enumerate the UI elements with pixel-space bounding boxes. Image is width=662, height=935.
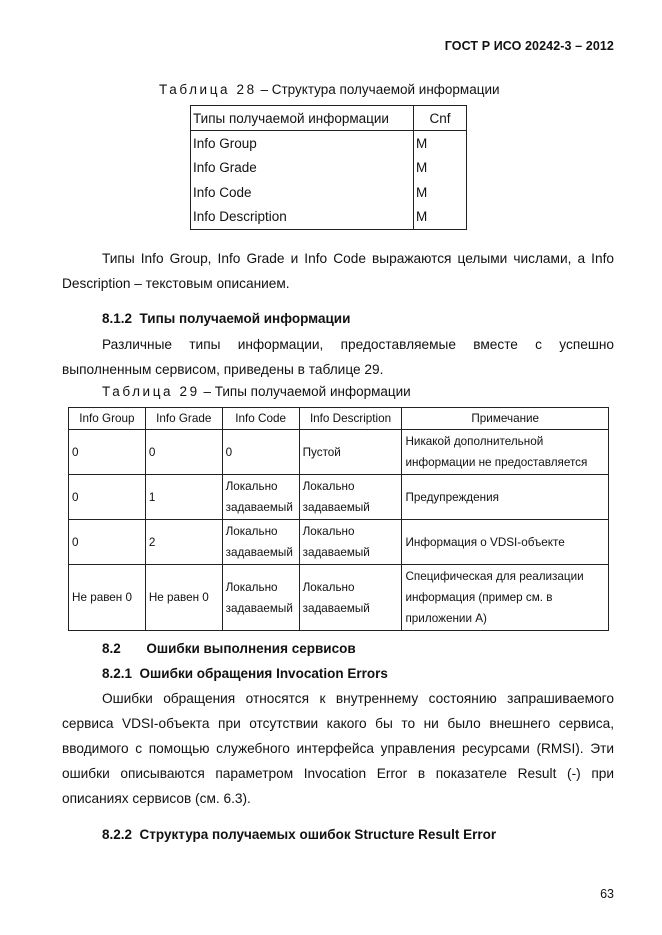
table-row bbox=[69, 475, 609, 520]
section-number: 8.2.1 bbox=[102, 666, 133, 681]
column-header: Info Description bbox=[299, 408, 402, 430]
table-cell: Локально задаваемый bbox=[222, 475, 299, 520]
table-row bbox=[191, 156, 467, 181]
table-cell: 0 bbox=[69, 430, 146, 475]
table-cell: Info Description bbox=[191, 205, 414, 230]
table-29 bbox=[68, 407, 609, 631]
table-cell: Информация о VDSI-объекте bbox=[402, 520, 609, 565]
table-cell: Локально задаваемый bbox=[299, 520, 402, 565]
table-header-row bbox=[69, 408, 609, 430]
table-cell: 0 bbox=[69, 475, 146, 520]
paragraph-info-kinds: Различные типы информации, предоставляемые вместе с успешно выполненным сервисом, приведены в таблице 29. bbox=[62, 337, 614, 377]
table-cell: Info Code bbox=[191, 180, 414, 205]
section-heading-8-2-2 bbox=[102, 827, 496, 842]
table-cell: Локально задаваемый bbox=[299, 475, 402, 520]
table-cell: Локально задаваемый bbox=[222, 520, 299, 565]
document-header: ГОСТ Р ИСО 20242-3 – 2012 bbox=[444, 39, 614, 53]
table-28-caption bbox=[159, 82, 500, 97]
section-title: Ошибки выполнения сервисов bbox=[146, 641, 356, 656]
table-row bbox=[191, 131, 467, 156]
table-cell: Никакой дополнительной информации не предоставляется bbox=[402, 430, 609, 475]
table-row bbox=[69, 565, 609, 631]
table-28 bbox=[190, 105, 467, 230]
table-cell: Пустой bbox=[299, 430, 402, 475]
table-cell: M bbox=[414, 205, 467, 230]
section-title: Ошибки обращения Invocation Errors bbox=[139, 666, 388, 681]
section-number: 8.2.2 bbox=[102, 827, 133, 842]
table-row bbox=[69, 520, 609, 565]
table-cell: 2 bbox=[145, 520, 222, 565]
section-title: Типы получаемой информации bbox=[139, 311, 351, 326]
column-header: Info Code bbox=[222, 408, 299, 430]
table-cell: Info Grade bbox=[191, 156, 414, 181]
paragraph-invocation-errors: Ошибки обращения относятся к внутреннему состоянию запрашиваемого сервиса VDSI-объекта при отсутствии какого бы то ни было внешнего сервиса, вводимого с помощью служебного интерфейса управления ресурсами (RMSI). Эти ошибки описываются параметром Invocation Error в показателе Result (-) при описаниях сервисов (см. 6.3). bbox=[62, 691, 614, 806]
table-cell: 0 bbox=[69, 520, 146, 565]
section-number: 8.2 bbox=[102, 641, 121, 656]
table-row bbox=[191, 180, 467, 205]
page-number: 63 bbox=[600, 887, 614, 901]
table-header-row bbox=[191, 106, 467, 131]
table-29-caption-label: Таблица 29 bbox=[102, 384, 200, 399]
table-cell: M bbox=[414, 156, 467, 181]
table-28-caption-title: – Структура получаемой информации bbox=[260, 82, 500, 97]
section-heading-8-1-2 bbox=[102, 311, 350, 326]
table-29-caption-title: – Типы получаемой информации bbox=[203, 384, 411, 399]
table-row bbox=[69, 430, 609, 475]
column-header: Info Grade bbox=[145, 408, 222, 430]
paragraph-info-types: Типы Info Group, Info Grade и Info Code выражаются целыми числами, а Info Description – текстовым описанием. bbox=[62, 251, 614, 291]
column-header: Примечание bbox=[402, 408, 609, 430]
table-cell: Специфическая для реализации информация (пример см. в приложении А) bbox=[402, 565, 609, 631]
table-cell: 1 bbox=[145, 475, 222, 520]
column-header: Info Group bbox=[69, 408, 146, 430]
table-cell: 0 bbox=[222, 430, 299, 475]
table-cell: Не равен 0 bbox=[69, 565, 146, 631]
table-cell: M bbox=[414, 180, 467, 205]
section-heading-8-2-1 bbox=[102, 666, 388, 681]
table-row bbox=[191, 205, 467, 230]
table-cell: Локально задаваемый bbox=[222, 565, 299, 631]
table-cell: Локально задаваемый bbox=[299, 565, 402, 631]
table-29-caption bbox=[102, 384, 411, 399]
table-cell: Предупреждения bbox=[402, 475, 609, 520]
section-title: Структура получаемых ошибок Structure Result Error bbox=[139, 827, 497, 842]
table-cell: 0 bbox=[145, 430, 222, 475]
table-cell: M bbox=[414, 131, 467, 156]
section-heading-8-2 bbox=[102, 641, 356, 656]
table-28-caption-label: Таблица 28 bbox=[159, 82, 257, 97]
table-cell: Info Group bbox=[191, 131, 414, 156]
column-header: Cnf bbox=[414, 106, 467, 131]
section-number: 8.1.2 bbox=[102, 311, 133, 326]
table-cell: Не равен 0 bbox=[145, 565, 222, 631]
column-header: Типы получаемой информации bbox=[191, 106, 414, 131]
